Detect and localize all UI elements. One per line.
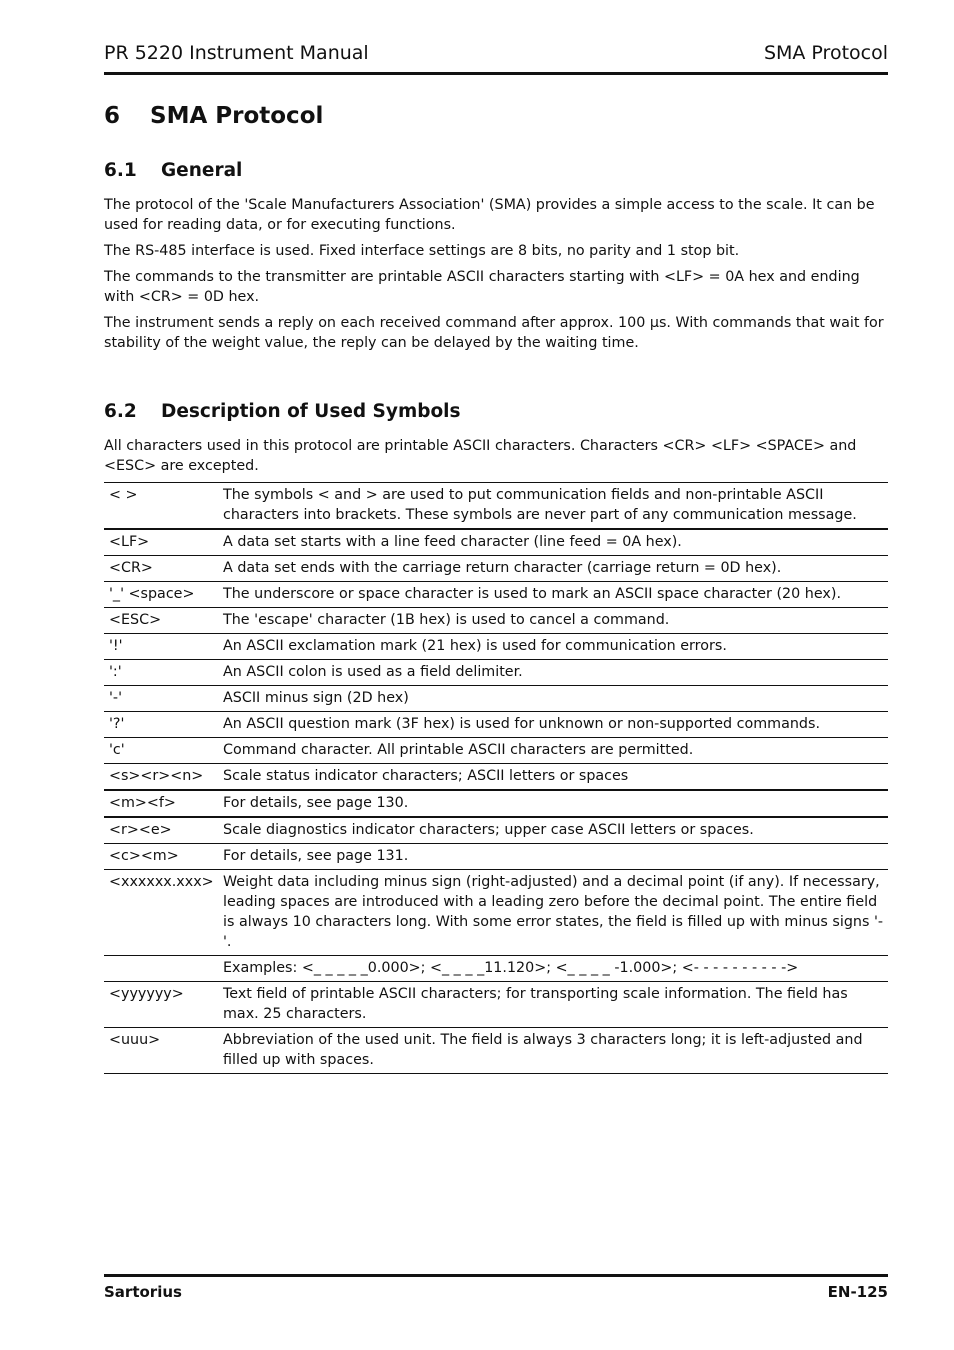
symbols-table — [104, 482, 888, 1074]
description-cell: Abbreviation of the used unit. The field is always 3 characters long; it is left-adjusted and filled up with spaces. — [218, 1028, 888, 1074]
symbol-cell: 'c' — [104, 738, 218, 764]
section-title: General — [161, 160, 243, 181]
table-row — [104, 844, 888, 870]
description-cell: A data set ends with the carriage return character (carriage return = 0D hex). — [218, 556, 888, 582]
description-cell: For details, see page 131. — [218, 844, 888, 870]
table-row — [104, 956, 888, 982]
section-number: 6.1 — [104, 160, 137, 181]
paragraph: The RS-485 interface is used. Fixed interface settings are 8 bits, no parity and 1 stop bit. — [104, 243, 740, 259]
description-cell: Text field of printable ASCII characters; for transporting scale information. The field has max. 25 characters. — [218, 982, 888, 1028]
table-row — [104, 982, 888, 1028]
section-general-heading — [104, 159, 888, 183]
paragraph: The instrument sends a reply on each received command after approx. 100 µs. With commands that wait for stability of the weight value, the reply can be delayed by the waiting time. — [104, 315, 884, 351]
description-cell: An ASCII colon is used as a field delimiter. — [218, 660, 888, 686]
table-row — [104, 1028, 888, 1074]
table-row — [104, 556, 888, 582]
description-cell: The symbols < and > are used to put communication fields and non-printable ASCII characters into brackets. These symbols are never part of any communication message. — [218, 483, 888, 530]
description-cell: An ASCII question mark (3F hex) is used for unknown or non-supported commands. — [218, 712, 888, 738]
symbol-cell: <LF> — [104, 529, 218, 556]
table-row — [104, 483, 888, 530]
header-manual-title: PR 5220 Instrument Manual — [104, 42, 369, 64]
table-row — [104, 790, 888, 817]
table-row — [104, 660, 888, 686]
description-cell: The 'escape' character (1B hex) is used to cancel a command. — [218, 608, 888, 634]
description-cell: The underscore or space character is used to mark an ASCII space character (20 hex). — [218, 582, 888, 608]
page-number: EN-125 — [827, 1283, 888, 1301]
symbol-cell: '-' — [104, 686, 218, 712]
description-cell: A data set starts with a line feed character (line feed = 0A hex). — [218, 529, 888, 556]
description-cell: An ASCII exclamation mark (21 hex) is used for communication errors. — [218, 634, 888, 660]
chapter-heading — [104, 100, 323, 132]
symbol-cell — [104, 956, 218, 982]
running-footer — [104, 1274, 888, 1303]
symbol-cell: <uuu> — [104, 1028, 218, 1074]
symbol-cell: '!' — [104, 634, 218, 660]
table-row — [104, 870, 888, 956]
table-row — [104, 764, 888, 791]
symbol-cell: <m><f> — [104, 790, 218, 817]
symbol-cell: <s><r><n> — [104, 764, 218, 791]
symbol-cell: <yyyyyy> — [104, 982, 218, 1028]
running-header — [104, 40, 888, 75]
table-row — [104, 686, 888, 712]
table-row — [104, 634, 888, 660]
header-chapter-title: SMA Protocol — [763, 42, 888, 64]
symbol-cell: < > — [104, 483, 218, 530]
symbol-cell: <CR> — [104, 556, 218, 582]
section-intro: All characters used in this protocol are printable ASCII characters. Characters <CR> <LF> <SPACE> and <ESC> are excepted. — [104, 438, 857, 474]
chapter-title: SMA Protocol — [150, 103, 324, 129]
section-symbols-heading — [104, 400, 888, 424]
description-cell: Examples: <_ _ _ _ _0.000>; <_ _ _ _11.120>; <_ _ _ _ -1.000>; <- - - - - - - - - -> — [218, 956, 888, 982]
table-row — [104, 738, 888, 764]
symbol-cell: <ESC> — [104, 608, 218, 634]
section-general — [104, 159, 888, 359]
paragraph: The commands to the transmitter are printable ASCII characters starting with <LF> = 0A hex and ending with <CR> = 0D hex. — [104, 269, 860, 305]
table-row — [104, 529, 888, 556]
symbol-cell: <c><m> — [104, 844, 218, 870]
paragraph: The protocol of the 'Scale Manufacturers Association' (SMA) provides a simple access to the scale. It can be used for reading data, or for executing functions. — [104, 197, 875, 233]
description-cell: Scale status indicator characters; ASCII letters or spaces — [218, 764, 888, 791]
chapter-number: 6 — [104, 103, 121, 129]
description-cell: ASCII minus sign (2D hex) — [218, 686, 888, 712]
symbol-cell: <r><e> — [104, 817, 218, 844]
footer-company: Sartorius — [104, 1283, 182, 1301]
section-title: Description of Used Symbols — [161, 401, 461, 422]
symbol-cell: ':' — [104, 660, 218, 686]
description-cell: For details, see page 130. — [218, 790, 888, 817]
symbol-cell: <xxxxxx.xxx> — [104, 870, 218, 956]
description-cell: Command character. All printable ASCII characters are permitted. — [218, 738, 888, 764]
section-number: 6.2 — [104, 401, 137, 422]
section-symbols — [104, 400, 888, 1074]
table-row — [104, 817, 888, 844]
symbol-cell: '_' <space> — [104, 582, 218, 608]
table-row — [104, 608, 888, 634]
table-row — [104, 582, 888, 608]
symbol-cell: '?' — [104, 712, 218, 738]
description-cell: Weight data including minus sign (right-adjusted) and a decimal point (if any). If necessary, leading spaces are introduced with a leading zero before the decimal point. The entire field is always 10 characters long. With some error states, the field is filled up with minus signs '-'. — [218, 870, 888, 956]
table-row — [104, 712, 888, 738]
description-cell: Scale diagnostics indicator characters; upper case ASCII letters or spaces. — [218, 817, 888, 844]
